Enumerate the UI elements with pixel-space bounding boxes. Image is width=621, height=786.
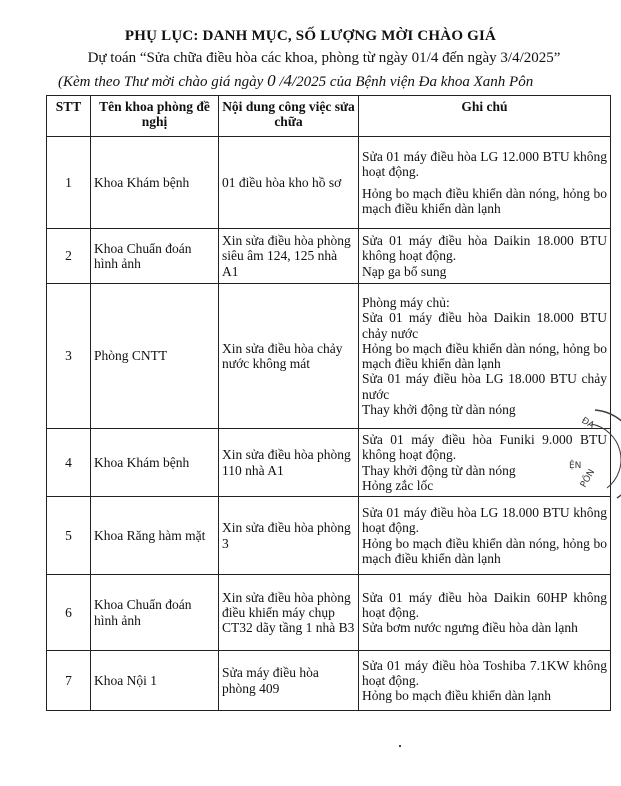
official-stamp <box>555 408 621 508</box>
table-row <box>47 651 611 711</box>
stamp-inner-arc <box>591 424 621 488</box>
table-row <box>47 429 611 497</box>
note-line: Sửa 01 máy điều hòa LG 12.000 BTU không hoạt động. <box>362 149 607 180</box>
stamp-text-bot: PÔN <box>578 467 598 490</box>
row-stt: 2 <box>47 229 91 284</box>
row-stt: 6 <box>47 575 91 651</box>
row-stt: 4 <box>47 429 91 497</box>
row-task: Xin sửa điều hòa chảy nước không mát <box>219 284 359 429</box>
note-line: Sửa 01 máy điều hòa Toshiba 7.1KW không hoạt động. <box>362 657 607 688</box>
header-task: Nội dung công việc sửa chữa <box>219 96 359 137</box>
note-line: Sửa 01 máy điều hòa Daikin 18.000 BTU chảy nước <box>362 310 607 341</box>
stamp-text-mid: ỆN <box>569 461 582 471</box>
attach-pre: (Kèm theo Thư mời chào giá ngày <box>58 74 268 90</box>
header-stt: STT <box>47 96 91 137</box>
note-line: Hỏng bo mạch điều khiển dàn lạnh <box>362 688 551 704</box>
document-subtitle: Dự toán “Sửa chữa điều hòa các khoa, phòng từ ngày 01/4 đến ngày 3/4/2025” <box>87 50 561 66</box>
note-line: Sửa 01 máy điều hòa Daikin 60HP không hoạt động. <box>362 589 607 620</box>
stamp-text-top: ĐA <box>579 415 596 432</box>
row-department: Khoa Khám bệnh <box>91 429 219 497</box>
note-line: Hỏng bo mạch điều khiển dàn nóng, hỏng bo mạch điều khiển dàn lạnh <box>362 340 607 371</box>
row-department: Khoa Khám bệnh <box>91 137 219 229</box>
row-task: 01 điều hòa kho hồ sơ <box>219 137 359 229</box>
row-stt: 1 <box>47 137 91 229</box>
note-line: Hỏng bo mạch điều khiển dàn nóng, hỏng bo mạch điều khiển dàn lạnh <box>362 185 607 216</box>
row-notes <box>359 651 611 711</box>
table-row <box>47 137 611 229</box>
row-notes <box>359 575 611 651</box>
scan-speck <box>399 745 401 747</box>
note-line: Sửa 01 máy điều hòa LG 18.000 BTU không hoạt động. <box>362 505 607 536</box>
header-department: Tên khoa phòng đề nghị <box>91 96 219 137</box>
note-line: Sửa 01 máy điều hòa LG 18.000 BTU chảy nước <box>362 371 607 402</box>
row-department: Khoa Răng hàm mặt <box>91 497 219 575</box>
row-task: Xin sửa điều hòa phòng 110 nhà A1 <box>219 429 359 497</box>
note-line: Thay khởi động từ dàn nóng <box>362 401 516 417</box>
table-row <box>47 229 611 284</box>
row-stt: 3 <box>47 284 91 429</box>
row-task: Sửa máy điều hòa phòng 409 <box>219 651 359 711</box>
note-line: Sửa 01 máy điều hòa Funiki 9.000 BTU không hoạt động. <box>362 432 607 463</box>
row-notes <box>359 497 611 575</box>
row-notes <box>359 229 611 284</box>
attach-post: /2025 của Bệnh viện Đa khoa Xanh Pôn <box>292 74 534 90</box>
row-notes <box>359 137 611 229</box>
row-department: Khoa Chuẩn đoán hình ảnh <box>91 229 219 284</box>
attach-mid: / <box>275 74 284 90</box>
row-task: Xin sửa điều hòa phòng siêu âm 124, 125 nhà A1 <box>219 229 359 284</box>
note-line: Nạp ga bổ sung <box>362 263 447 279</box>
note-line: Sửa 01 máy điều hòa Daikin 18.000 BTU không hoạt động. <box>362 233 607 264</box>
note-line: Phòng máy chủ: <box>362 295 450 310</box>
attachment-note <box>58 71 620 91</box>
row-stt: 7 <box>47 651 91 711</box>
note-line: Thay khởi động từ dàn nóng <box>362 462 516 478</box>
row-notes <box>359 284 611 429</box>
note-line: Hỏng zắc lốc <box>362 477 434 493</box>
row-department: Phòng CNTT <box>91 284 219 429</box>
handwritten-month: 4 <box>283 71 292 90</box>
handwritten-day: 0 <box>267 71 276 90</box>
row-department: Khoa Chuẩn đoán hình ảnh <box>91 575 219 651</box>
row-department: Khoa Nội 1 <box>91 651 219 711</box>
page-title: PHỤ LỤC: DANH MỤC, SỐ LƯỢNG MỜI CHÀO GIÁ <box>124 28 497 44</box>
header-notes: Ghi chú <box>359 96 611 137</box>
row-task: Xin sửa điều hòa phòng 3 <box>219 497 359 575</box>
note-line: Hỏng bo mạch điều khiển dàn nóng, hỏng bo mạch điều khiển dàn lạnh <box>362 535 607 566</box>
table-row <box>47 575 611 651</box>
table-row <box>47 497 611 575</box>
row-task: Xin sửa điều hòa phòng điều khiển máy chụp CT32 dãy tầng 1 nhà B3 <box>219 575 359 651</box>
note-line: Sửa bơm nước ngưng điều hòa dàn lạnh <box>362 620 578 636</box>
row-stt: 5 <box>47 497 91 575</box>
table-header-row <box>47 96 611 137</box>
stamp-outer-arc <box>595 410 621 498</box>
table-row <box>47 284 611 429</box>
repair-table <box>46 95 611 711</box>
